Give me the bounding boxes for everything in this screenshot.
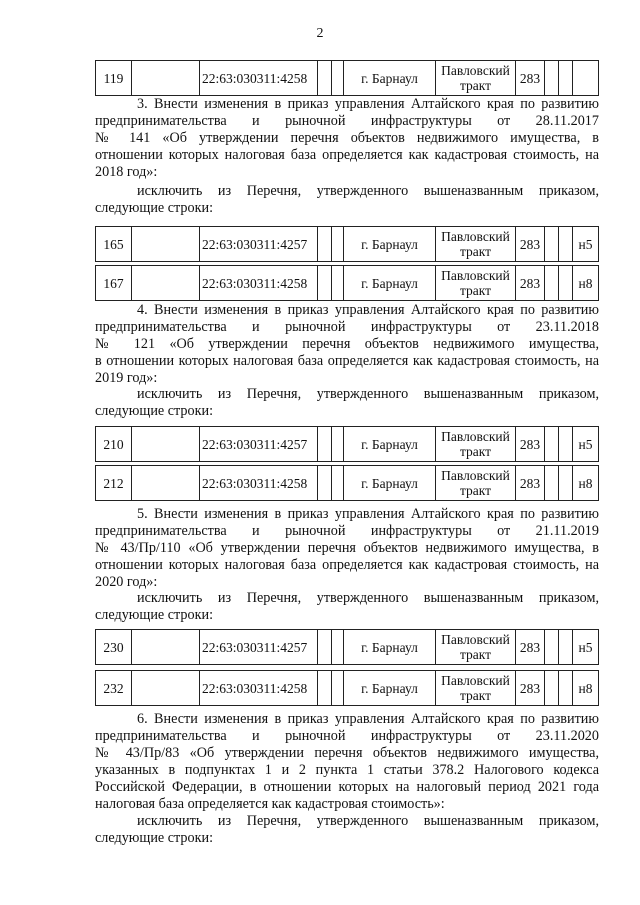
empty-cell	[317, 427, 331, 461]
empty-cell	[131, 227, 199, 261]
empty-cell	[317, 466, 331, 500]
empty-cell	[317, 266, 331, 300]
text-line: 2018 год»:	[95, 164, 158, 180]
city: г. Барнаул	[343, 227, 435, 261]
empty-cell	[131, 466, 199, 500]
empty-cell	[558, 227, 572, 261]
paragraph-4-exclude	[95, 386, 599, 420]
text-line: налоговая база определяется как кадастровая стоимость»:	[95, 796, 445, 812]
paragraph-6-exclude	[95, 813, 599, 847]
premise-note: н8	[572, 671, 598, 705]
row-number: 165	[103, 236, 124, 252]
street	[435, 466, 515, 500]
premise-note: н8	[572, 466, 598, 500]
street-line-1: Павловский	[441, 268, 510, 283]
empty-cell	[317, 61, 331, 95]
empty-cell	[131, 266, 199, 300]
street-line-2: тракт	[459, 647, 492, 662]
text-line: предпринимательства и рыночной инфраструктуры от 23.11.2020	[95, 728, 599, 744]
row-number: 167	[103, 275, 124, 291]
city: г. Барнаул	[343, 266, 435, 300]
table-row	[95, 226, 599, 262]
paragraph-6	[95, 711, 599, 813]
text-line: № 121 «Об утверждении перечня объектов недвижимого имущества,	[95, 336, 599, 352]
text-line: следующие строки:	[95, 403, 214, 419]
row-number: 119	[103, 70, 124, 86]
empty-cell	[131, 427, 199, 461]
house-number: 283	[515, 61, 544, 95]
house-number: 283	[515, 466, 544, 500]
street-line-2: тракт	[459, 283, 492, 298]
street-line-2: тракт	[459, 78, 492, 93]
street	[435, 266, 515, 300]
street-line-1: Павловский	[441, 468, 510, 483]
text-line: следующие строки:	[95, 200, 214, 216]
street-line-2: тракт	[459, 688, 492, 703]
paragraph-4	[95, 302, 599, 387]
paragraph-5-exclude	[95, 590, 599, 624]
text-line: № 43/Пр/83 «Об утверждении перечня объектов недвижимого имущества,	[95, 745, 599, 761]
text-line: исключить из Перечня, утвержденного вышеназванным приказом,	[137, 813, 599, 829]
empty-cell	[331, 671, 343, 705]
text-line: предпринимательства и рыночной инфраструктуры от 28.11.2017	[95, 113, 599, 129]
street-line-2: тракт	[459, 483, 492, 498]
empty-cell	[131, 671, 199, 705]
empty-cell	[558, 266, 572, 300]
empty-cell	[544, 427, 558, 461]
city: г. Барнаул	[343, 671, 435, 705]
premise-note	[572, 61, 598, 95]
empty-cell	[544, 227, 558, 261]
street	[435, 630, 515, 664]
page-number: 2	[316, 26, 324, 41]
text-line: указанных в подпунктах 1 и 2 пункта 1 статьи 378.2 Налогового кодекса	[95, 762, 599, 778]
street	[435, 671, 515, 705]
empty-cell	[331, 466, 343, 500]
street-line-2: тракт	[459, 444, 492, 459]
street-line-1: Павловский	[441, 63, 510, 78]
text-line: 2020 год»:	[95, 574, 158, 590]
house-number: 283	[515, 266, 544, 300]
premise-note: н5	[572, 630, 598, 664]
house-number: 283	[515, 227, 544, 261]
cadastral-number: 22:63:030311:4258	[199, 466, 317, 500]
row-number: 230	[103, 639, 124, 655]
table-row	[95, 60, 599, 96]
empty-cell	[331, 266, 343, 300]
empty-cell	[558, 671, 572, 705]
table-row	[95, 629, 599, 665]
table-row	[95, 265, 599, 301]
premise-note: н5	[572, 227, 598, 261]
cadastral-number: 22:63:030311:4258	[199, 61, 317, 95]
street-line-1: Павловский	[441, 632, 510, 647]
empty-cell	[317, 630, 331, 664]
text-line: исключить из Перечня, утвержденного вышеназванным приказом,	[137, 386, 599, 402]
text-line: № 43/Пр/110 «Об утверждении перечня объектов недвижимого имущества, в	[95, 540, 599, 556]
empty-cell	[558, 630, 572, 664]
text-line: Российской Федерации, в отношении которых на налоговый период 2021 года	[95, 779, 599, 795]
street-line-1: Павловский	[441, 673, 510, 688]
empty-cell	[331, 227, 343, 261]
street	[435, 61, 515, 95]
text-line: исключить из Перечня, утвержденного вышеназванным приказом,	[137, 590, 599, 606]
house-number: 283	[515, 427, 544, 461]
cadastral-number: 22:63:030311:4257	[199, 427, 317, 461]
row-number: 232	[103, 680, 124, 696]
text-line: отношении которых налоговая база определяется как кадастровая стоимость, на	[95, 557, 599, 573]
table-row	[95, 426, 599, 462]
text-line: 5. Внести изменения в приказ управления Алтайского края по развитию	[137, 506, 599, 522]
city: г. Барнаул	[343, 466, 435, 500]
city: г. Барнаул	[343, 61, 435, 95]
empty-cell	[558, 61, 572, 95]
empty-cell	[558, 466, 572, 500]
text-line: в отношении которых налоговая база определяется как кадастровая стоимость, на	[95, 353, 599, 369]
empty-cell	[317, 671, 331, 705]
text-line: 6. Внести изменения в приказ управления Алтайского края по развитию	[137, 711, 599, 727]
street	[435, 427, 515, 461]
paragraph-3	[95, 96, 599, 181]
paragraph-5	[95, 506, 599, 591]
city: г. Барнаул	[343, 630, 435, 664]
street	[435, 227, 515, 261]
premise-note: н8	[572, 266, 598, 300]
empty-cell	[317, 227, 331, 261]
table-row	[95, 670, 599, 706]
text-line: отношении которых налоговая база определяется как кадастровая стоимость, на	[95, 147, 599, 163]
street-line-1: Павловский	[441, 429, 510, 444]
text-line: следующие строки:	[95, 830, 214, 846]
text-line: предпринимательства и рыночной инфраструктуры от 21.11.2019	[95, 523, 599, 539]
text-line: 3. Внести изменения в приказ управления Алтайского края по развитию	[137, 96, 599, 112]
empty-cell	[544, 671, 558, 705]
empty-cell	[131, 630, 199, 664]
premise-note: н5	[572, 427, 598, 461]
cadastral-number: 22:63:030311:4257	[199, 227, 317, 261]
empty-cell	[131, 61, 199, 95]
empty-cell	[558, 427, 572, 461]
text-line: предпринимательства и рыночной инфраструктуры от 23.11.2018	[95, 319, 599, 335]
cadastral-number: 22:63:030311:4258	[199, 671, 317, 705]
text-line: следующие строки:	[95, 607, 214, 623]
text-line: 2019 год»:	[95, 370, 158, 386]
row-number: 210	[103, 436, 124, 452]
table-row	[95, 465, 599, 501]
empty-cell	[331, 630, 343, 664]
house-number: 283	[515, 671, 544, 705]
row-number: 212	[103, 475, 124, 491]
cadastral-number: 22:63:030311:4257	[199, 630, 317, 664]
empty-cell	[331, 427, 343, 461]
street-line-2: тракт	[459, 244, 492, 259]
text-line: 4. Внести изменения в приказ управления Алтайского края по развитию	[137, 302, 599, 318]
empty-cell	[544, 61, 558, 95]
empty-cell	[331, 61, 343, 95]
empty-cell	[544, 266, 558, 300]
street-line-1: Павловский	[441, 229, 510, 244]
cadastral-number: 22:63:030311:4258	[199, 266, 317, 300]
text-line: № 141 «Об утверждении перечня объектов недвижимого имущества, в	[95, 130, 599, 146]
text-line: исключить из Перечня, утвержденного вышеназванным приказом,	[137, 183, 599, 199]
empty-cell	[544, 466, 558, 500]
empty-cell	[544, 630, 558, 664]
paragraph-3-exclude	[95, 183, 599, 217]
city: г. Барнаул	[343, 427, 435, 461]
house-number: 283	[515, 630, 544, 664]
